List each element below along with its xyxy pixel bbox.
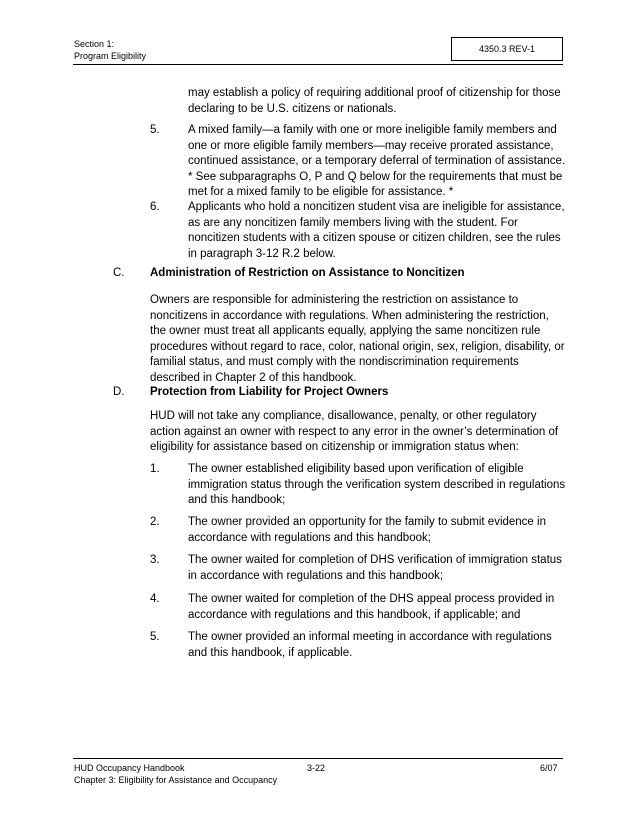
text-line: procedures without regard to race, color, national origin, sex, religion, disability, or (150, 340, 565, 353)
text-line: accordance with regulations and this handbook; (188, 531, 431, 544)
text-line: as are any noncitizen family members living with the student. For (188, 216, 518, 229)
text-line: described in Chapter 2 of this handbook. (150, 371, 357, 384)
list-item-text (188, 462, 578, 509)
list-item-number: 2. (150, 516, 160, 528)
text-line: eligibility for assistance based on citizenship or immigration status when: (150, 441, 519, 453)
text-line: action against an owner with respect to any error in the owner’s determination of (150, 425, 559, 438)
header-rule (73, 64, 563, 65)
text-line: declaring to be U.S. citizens or nationals. (188, 102, 397, 115)
text-line: may establish a policy of requiring additional proof of citizenship for those (188, 87, 561, 99)
header-subsection: Program Eligibility (74, 51, 147, 61)
list-item-number: 3. (150, 554, 160, 566)
section-d-paragraph (150, 409, 580, 456)
text-line: The owner waited for completion of the DHS appeal process provided in (188, 593, 555, 605)
text-line: noncitizen students with a citizen spouse or citizen children, see the rules (188, 232, 561, 244)
footer-handbook: HUD Occupancy Handbook (74, 763, 185, 773)
text-line: Owners are responsible for administering the restriction on assistance to (150, 294, 519, 306)
list-item-text (188, 592, 578, 623)
text-line: The owner provided an informal meeting in accordance with regulations (188, 631, 552, 643)
footer-page-number: 3-22 (307, 763, 326, 773)
text-line: HUD will not take any compliance, disallowance, penalty, or other regulatory (150, 410, 537, 422)
section-d-title: Protection from Liability for Project Owners (150, 386, 389, 398)
footer-rule (73, 758, 563, 759)
text-line: in paragraph 3-12 R.2 below. (188, 247, 336, 260)
text-line: and this handbook; (188, 494, 286, 506)
header-section: Section 1: (74, 39, 115, 49)
continuation-paragraph (188, 86, 578, 117)
text-line: The owner provided an opportunity for the family to submit evidence in (188, 516, 546, 528)
text-line: The owner established eligibility based upon verification of eligible (188, 463, 524, 475)
list-item-number: 1. (150, 463, 160, 475)
list-item-text (188, 515, 578, 546)
section-c-letter: C. (113, 267, 125, 279)
text-line: met for a mixed family to be eligible for assistance. * (188, 186, 454, 198)
section-d-letter: D. (113, 386, 125, 398)
list-item-text (188, 123, 578, 201)
list-item-text (188, 630, 578, 661)
text-line: A mixed family—a family with one or more ineligible family members and (188, 124, 557, 136)
text-line: familial status, and must comply with the nondiscrimination requirements (150, 356, 519, 368)
text-line: The owner waited for completion of DHS verification of immigration status (188, 554, 562, 566)
doc-number-box: 4350.3 REV-1 (451, 37, 563, 61)
text-line: and this handbook, if applicable. (188, 646, 353, 659)
list-item-number: 4. (150, 593, 160, 605)
text-line: Applicants who hold a noncitizen student visa are ineligible for assistance, (188, 201, 565, 213)
list-item-number: 5. (150, 124, 160, 136)
list-item-number: 5. (150, 631, 160, 643)
text-line: * See subparagraphs O, P and Q below for the requirements that must be (188, 170, 563, 183)
text-line: accordance with regulations and this handbook, if applicable; and (188, 608, 521, 621)
section-c-paragraph (150, 293, 580, 386)
text-line: the owner must treat all applicants equally, applying the same noncitizen rule (150, 325, 541, 337)
text-line: one or more eligible family members—may receive prorated assistance, (188, 139, 554, 152)
footer-date: 6/07 (540, 763, 558, 773)
section-c-title: Administration of Restriction on Assistance to Noncitizen (150, 267, 465, 279)
text-line: immigration status through the verification system described in regulations (188, 478, 566, 491)
text-line: noncitizens in accordance with regulations. When administering the restriction, (150, 309, 549, 322)
text-line: continued assistance, or a temporary deferral of termination of assistance. (188, 155, 566, 167)
footer-chapter: Chapter 3: Eligibility for Assistance and Occupancy (74, 775, 278, 785)
text-line: in accordance with regulations and this handbook; (188, 569, 444, 582)
list-item-number: 6. (150, 201, 160, 213)
list-item-text (188, 200, 578, 262)
list-item-text (188, 553, 578, 584)
